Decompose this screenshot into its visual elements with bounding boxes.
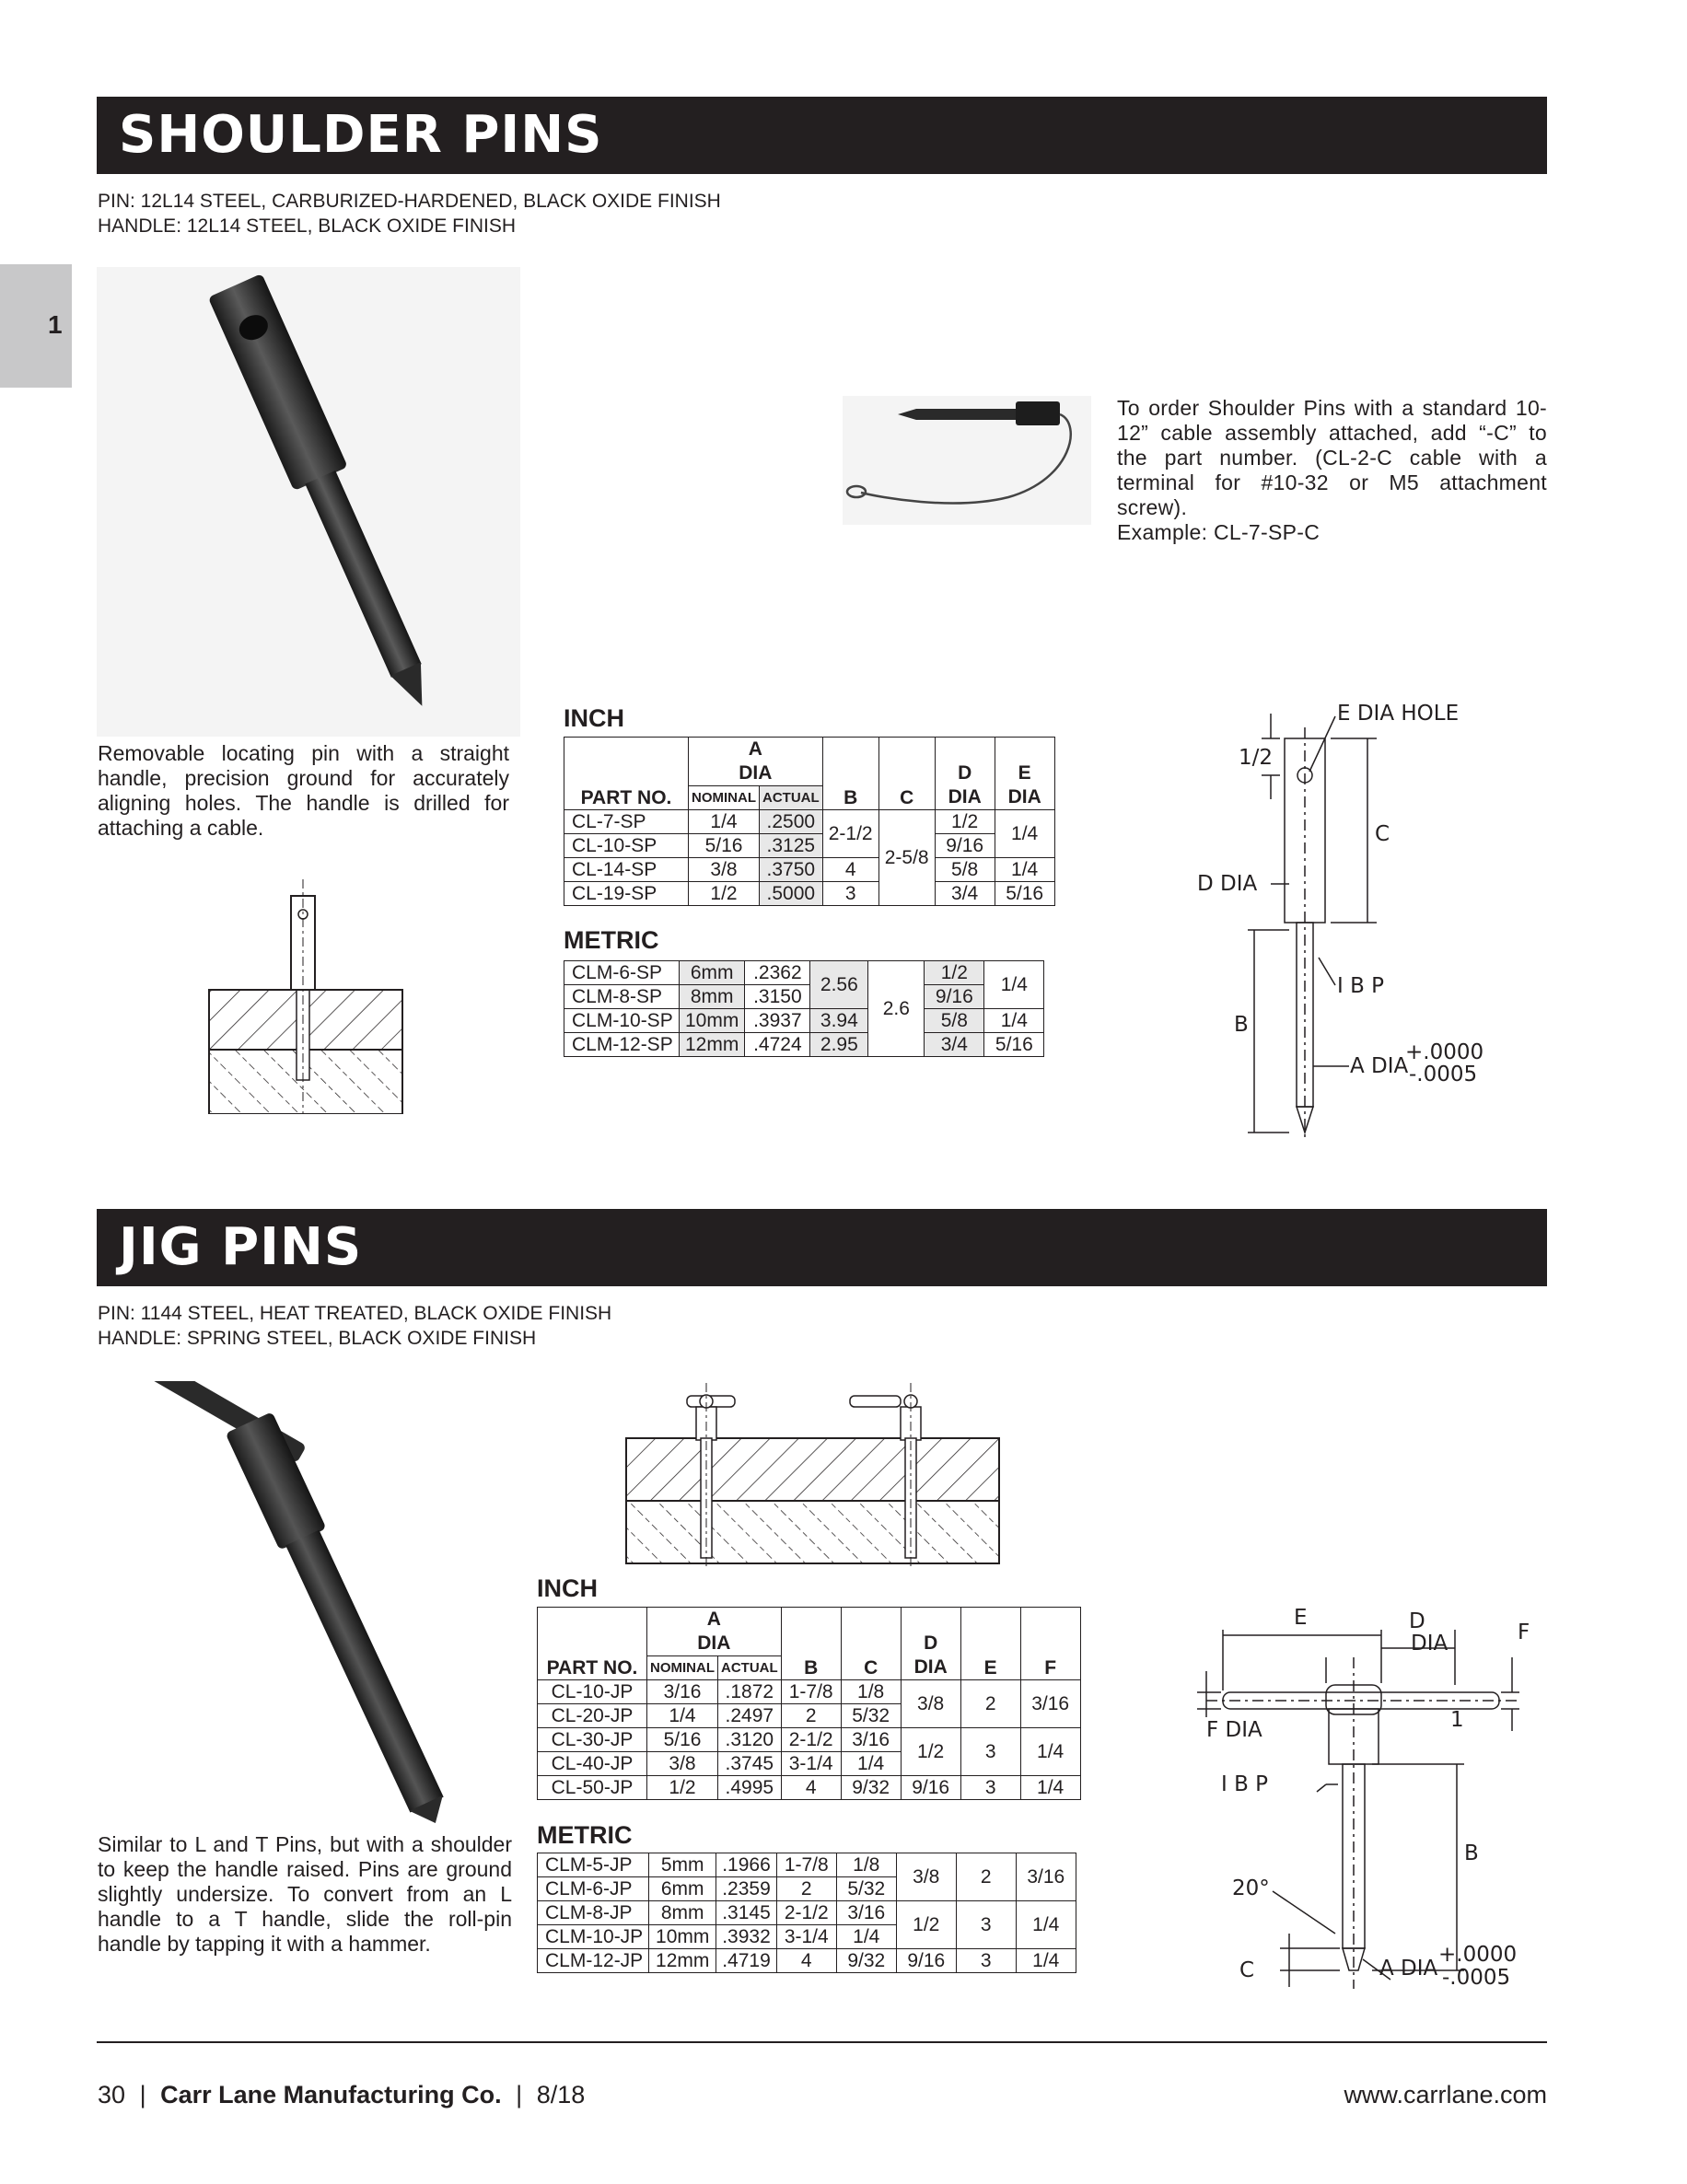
cell-nominal: 12mm [680,1033,745,1057]
cell-part: CLM-10-SP [564,1009,680,1033]
cell-nominal: 6mm [649,1877,716,1901]
dim-d-dia: DIA [1411,1632,1448,1655]
jig-spec-handle: HANDLE: SPRING STEEL, BLACK OXIDE FINISH [98,1328,537,1349]
cable-note-text: To order Shoulder Pins with a standard 10-12” cable assembly attached, add “-C” to the part number. (CL-2-C cable with a terminal for #10-32 or M5 attachment screw). [1117,396,1547,519]
cell-b: 4 [822,858,878,882]
cell-actual: .2362 [745,961,810,985]
col-d-letter: D [958,762,972,784]
cell-nominal: 1/4 [689,810,760,834]
jig-spec [98,1301,611,1351]
cell-c: 2.6 [868,961,925,1057]
cell-part: CL-50-JP [538,1776,647,1800]
col-e: E [960,1608,1020,1680]
col-actual: ACTUAL [718,1656,782,1680]
col-actual: ACTUAL [760,786,823,810]
col-e-dia: DIA [1007,786,1041,807]
cell-e: 2 [956,1853,1016,1901]
cell-c: 5/32 [836,1877,896,1901]
cell-part: CL-19-SP [564,882,689,906]
cell-e: 3 [956,1949,1016,1973]
dim-c: C [1375,822,1390,846]
jig-pins-title: JIG PINS [119,1217,363,1277]
cell-part: CL-30-JP [538,1728,647,1752]
shoulder-spec [98,189,721,238]
cell-part: CL-10-JP [538,1680,647,1704]
cell-f: 1/4 [1016,1901,1076,1949]
footer-rule [97,2041,1547,2043]
dim-d: D [1409,1609,1425,1633]
cell-nominal: 3/16 [647,1680,718,1704]
cell-d: 9/16 [925,985,984,1009]
cell-actual: .4719 [716,1949,777,1973]
cell-actual: .2500 [760,810,823,834]
company-name: Carr Lane Manufacturing Co. [160,2081,502,2108]
cell-nominal: 8mm [649,1901,716,1925]
cell-c: 9/32 [836,1949,896,1973]
shoulder-inch-table [564,737,1055,906]
dim-c: C [1239,1958,1255,1982]
dim-angle: 20° [1232,1876,1270,1900]
cell-e: 1/4 [995,810,1054,858]
shoulder-metric-table [564,960,1044,1057]
shoulder-pin-photo [97,267,520,737]
cell-b: 2-1/2 [781,1728,841,1752]
footer-separator: | [516,2081,523,2108]
cell-e: 1/4 [984,1009,1044,1033]
col-d [901,1608,960,1680]
cell-nominal: 3/8 [647,1752,718,1776]
cell-b: 2 [781,1704,841,1728]
dim-one: 1 [1450,1708,1464,1732]
cell-nominal: 1/4 [647,1704,718,1728]
cell-actual: .3150 [745,985,810,1009]
cell-d: 3/8 [901,1680,960,1728]
cell-part: CL-20-JP [538,1704,647,1728]
cell-d: 9/16 [896,1949,956,1973]
cable-example: Example: CL-7-SP-C [1117,520,1321,544]
cell-part: CLM-12-JP [538,1949,649,1973]
shoulder-inch-label: INCH [564,704,624,732]
shoulder-spec-pin: PIN: 12L14 STEEL, CARBURIZED-HARDENED, BLACK OXIDE FINISH [98,191,721,212]
cell-e: 5/16 [995,882,1054,906]
shoulder-metric-label: METRIC [564,926,659,954]
cell-actual: .3937 [745,1009,810,1033]
dim-a-dia: A DIA [1350,1054,1409,1078]
cell-d: 5/8 [925,1009,984,1033]
table-row [564,858,1055,882]
cell-f: 1/4 [1020,1728,1080,1776]
table-row [538,1680,1081,1704]
jig-inch-label: INCH [537,1574,598,1602]
cell-part: CLM-12-SP [564,1033,680,1057]
cell-e: 3 [960,1776,1020,1800]
dim-ibp: I B P [1337,974,1385,998]
cell-actual: .5000 [760,882,823,906]
col-c: C [841,1608,901,1680]
table-row [564,1009,1044,1033]
cell-c: 5/32 [841,1704,901,1728]
col-a [689,738,823,786]
cell-b: 2-1/2 [776,1901,836,1925]
cell-f: 1/4 [1016,1949,1076,1973]
shoulder-pin-section-diagram [207,879,405,1114]
jig-pin-dimension-drawing [1188,1602,1547,2007]
footer-left [98,2081,585,2109]
cell-b: 3.94 [810,1009,868,1033]
cell-actual: .3125 [760,834,823,858]
col-a-dia: DIA [739,762,773,784]
dim-half: 1/2 [1239,746,1274,770]
cell-part: CLM-8-JP [538,1901,649,1925]
cell-d: 1/2 [896,1901,956,1949]
cell-b: 4 [776,1949,836,1973]
jig-pins-banner [97,1209,1547,1286]
cell-nominal: 12mm [649,1949,716,1973]
cell-nominal: 3/8 [689,858,760,882]
cell-d: 3/8 [896,1853,956,1901]
col-d-dia: DIA [948,786,982,807]
jig-metric-table [537,1853,1076,1973]
cell-d: 3/4 [935,882,995,906]
col-d [935,738,995,810]
cell-nominal: 5/16 [647,1728,718,1752]
section-tab-number: 1 [48,310,63,339]
cell-b: 2.95 [810,1033,868,1057]
dim-b: B [1234,1013,1249,1037]
jig-metric-label: METRIC [537,1821,633,1849]
cell-actual: .3120 [718,1728,782,1752]
cell-part: CL-10-SP [564,834,689,858]
table-row [538,1776,1081,1800]
cell-nominal: 1/2 [647,1776,718,1800]
cell-part: CLM-8-SP [564,985,680,1009]
cell-b: 2 [776,1877,836,1901]
page-number: 30 [98,2081,126,2108]
cell-actual: .4724 [745,1033,810,1057]
cable-note [1117,396,1547,545]
jig-pin-section-diagram [624,1383,1002,1567]
cell-actual: .1872 [718,1680,782,1704]
cell-e: 5/16 [984,1033,1044,1057]
dim-b: B [1464,1841,1479,1865]
dim-f-dia: F DIA [1206,1718,1262,1742]
cell-part: CLM-5-JP [538,1853,649,1877]
cell-d: 1/2 [925,961,984,985]
cell-c: 1/4 [836,1925,896,1949]
jig-spec-pin: PIN: 1144 STEEL, HEAT TREATED, BLACK OXIDE FINISH [98,1303,612,1324]
cell-nominal: 5/16 [689,834,760,858]
cell-nominal: 10mm [680,1009,745,1033]
col-part: PART NO. [564,738,689,810]
cell-b: 3-1/4 [776,1925,836,1949]
cell-b: 3-1/4 [781,1752,841,1776]
cell-part: CL-7-SP [564,810,689,834]
col-b: B [822,738,878,810]
cell-nominal: 8mm [680,985,745,1009]
cell-e: 3 [956,1901,1016,1949]
table-row [564,1033,1044,1057]
col-part: PART NO. [538,1608,647,1680]
col-a [647,1608,782,1656]
dim-ibp: I B P [1221,1772,1269,1796]
jig-description: Similar to L and T Pins, but with a shoulder to keep the handle raised. Pins are ground slightly undersize. To convert from an L handle to a T handle, slide the roll-pin handle by tapping it with a hammer. [98,1832,512,1956]
footer-separator: | [139,2081,146,2108]
cell-actual: .3932 [716,1925,777,1949]
dim-a-dia: A DIA [1379,1957,1438,1981]
cell-nominal: 10mm [649,1925,716,1949]
dim-e: E [1294,1606,1308,1630]
cell-e: 3 [960,1728,1020,1776]
cell-actual: .2497 [718,1704,782,1728]
shoulder-description: Removable locating pin with a straight handle, precision ground for accurately aligning holes. The handle is drilled for attaching a cable. [98,741,509,840]
col-nominal: NOMINAL [689,786,760,810]
table-row [564,985,1044,1009]
table-row [538,1728,1081,1752]
cell-f: 3/16 [1016,1853,1076,1901]
dim-f: F [1518,1621,1530,1644]
col-c: C [878,738,935,810]
col-nominal: NOMINAL [647,1656,718,1680]
cell-f: 3/16 [1020,1680,1080,1728]
shoulder-pins-banner [97,97,1547,174]
cell-nominal: 6mm [680,961,745,985]
cell-c: 9/32 [841,1776,901,1800]
website-link[interactable]: www.carrlane.com [1344,2081,1547,2108]
cell-c: 3/16 [836,1901,896,1925]
cell-part: CLM-6-JP [538,1877,649,1901]
section-tab [0,264,72,388]
dim-tol-plus: +.0000 [1405,1040,1484,1064]
cell-actual: .2359 [716,1877,777,1901]
table-row [564,834,1055,858]
table-row [538,1901,1076,1925]
cell-b: 1-7/8 [781,1680,841,1704]
dim-d-dia: D DIA [1197,872,1258,896]
cell-actual: .4995 [718,1776,782,1800]
jig-pin-photo [111,1381,497,1823]
cell-part: CLM-6-SP [564,961,680,985]
cable-assembly-photo [843,396,1091,525]
cell-part: CL-14-SP [564,858,689,882]
cell-b: 1-7/8 [776,1853,836,1877]
col-a-dia: DIA [697,1632,731,1654]
cell-actual: .3750 [760,858,823,882]
cell-part: CL-40-JP [538,1752,647,1776]
table-row [538,1949,1076,1973]
cell-c: 1/8 [841,1680,901,1704]
col-e-letter: E [1018,762,1031,784]
cell-nominal: 5mm [649,1853,716,1877]
cell-b: 3 [822,882,878,906]
jig-inch-table [537,1607,1081,1800]
col-d-letter: D [924,1632,938,1654]
cell-c: 1/4 [841,1752,901,1776]
dim-tol-plus: +.0000 [1438,1943,1518,1967]
col-a-letter: A [748,738,762,760]
col-a-letter: A [706,1609,721,1630]
shoulder-pin-dimension-drawing [1197,700,1510,1142]
cell-b: 4 [781,1776,841,1800]
cell-e: 2 [960,1680,1020,1728]
cell-b: 2.56 [810,961,868,1009]
cell-d: 5/8 [935,858,995,882]
cell-d: 9/16 [935,834,995,858]
cell-d: 3/4 [925,1033,984,1057]
cell-part: CLM-10-JP [538,1925,649,1949]
shoulder-spec-handle: HANDLE: 12L14 STEEL, BLACK OXIDE FINISH [98,215,517,237]
col-d-dia: DIA [913,1656,948,1678]
dim-e-dia-hole: E DIA HOLE [1337,702,1460,726]
table-row [564,882,1055,906]
col-e [995,738,1054,810]
dim-tol-minus: -.0005 [1409,1063,1478,1086]
cell-e: 1/4 [984,961,1044,1009]
cell-actual: .1966 [716,1853,777,1877]
cell-actual: .3745 [718,1752,782,1776]
cell-c: 2-5/8 [878,810,935,906]
col-f: F [1020,1608,1080,1680]
cell-c: 1/8 [836,1853,896,1877]
cell-c: 3/16 [841,1728,901,1752]
cell-f: 1/4 [1020,1776,1080,1800]
cell-b: 2-1/2 [822,810,878,858]
cell-nominal: 1/2 [689,882,760,906]
catalog-date: 8/18 [536,2081,586,2108]
table-row [564,810,1055,834]
table-row [538,1853,1076,1877]
dim-tol-minus: -.0005 [1442,1966,1511,1990]
col-b: B [781,1608,841,1680]
table-row [564,961,1044,985]
cell-d: 1/2 [935,810,995,834]
shoulder-pins-title: SHOULDER PINS [119,105,603,165]
cell-e: 1/4 [995,858,1054,882]
cell-d: 9/16 [901,1776,960,1800]
cell-actual: .3145 [716,1901,777,1925]
cell-d: 1/2 [901,1728,960,1776]
